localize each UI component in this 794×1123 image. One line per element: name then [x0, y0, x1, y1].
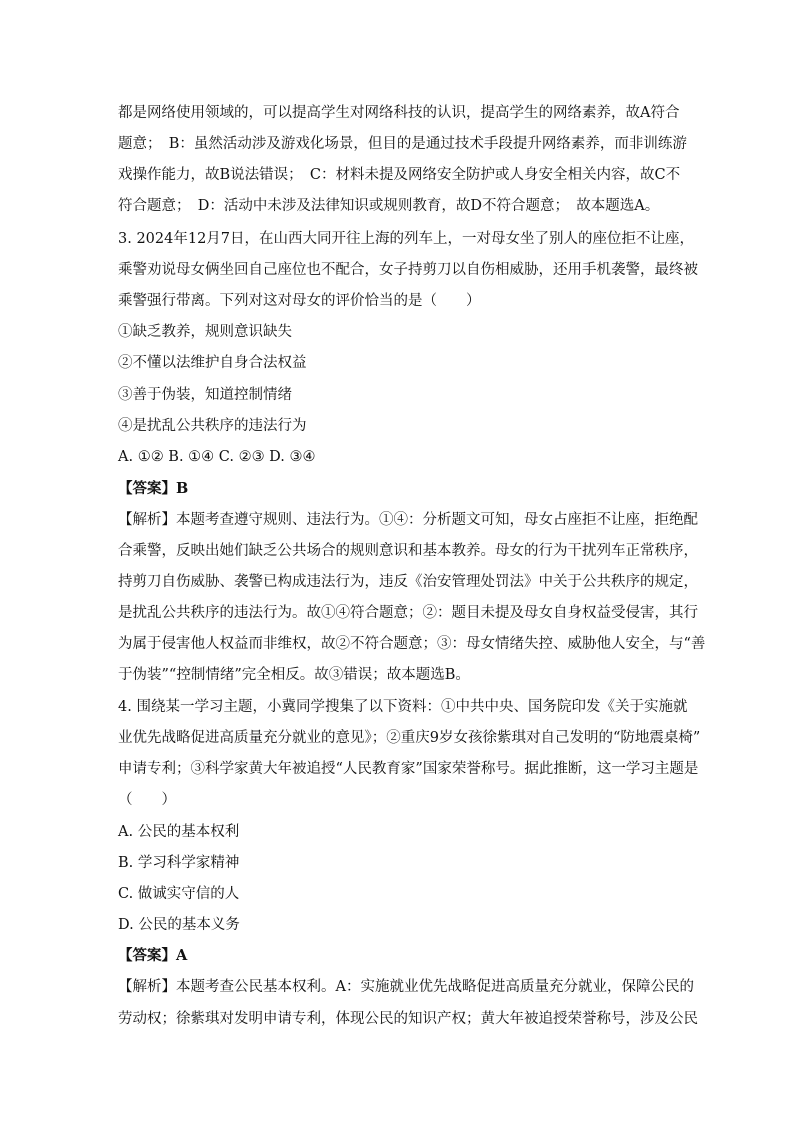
question-3-stem: 3. 2024年12月7日，在山西大同开往上海的列车上，一对母女坐了别人的座位拒不让座， — [118, 231, 695, 247]
choice-options: A. ①② B. ①④ C. ②③ D. ③④ — [118, 449, 316, 465]
text-line: 戏操作能力，故B说法错误； C：材料未提及网络安全防护或人身安全相关内容，故C不 — [118, 167, 681, 183]
text-line: 于伪装”“控制情绪”完全相反。故③错误；故本题选B。 — [118, 667, 470, 683]
answer-label: 【答案】B — [118, 480, 189, 497]
text-line: 劳动权；徐紫琪对发明申请专利，体现公民的知识产权；黄大年被追授荣誉称号，涉及公民 — [118, 1011, 698, 1027]
option-item: ④是扰乱公共秩序的违法行为 — [118, 418, 307, 434]
option-item: ②不懂以法维护自身合法权益 — [118, 355, 307, 371]
text-line: 乘警强行带离。下列对这对母女的评价恰当的是（ ） — [118, 293, 481, 309]
question-4-stem: 4. 围绕某一学习主题，小冀同学搜集了以下资料：①中共中央、国务院印发《关于实施就 — [118, 699, 688, 715]
text-line: 业优先战略促进高质量充分就业的意见》；②重庆9岁女孩徐紫琪对自己发明的“防地震桌椅” — [118, 730, 701, 746]
text-line: 都是网络使用领域的，可以提高学生对网络科技的认识，提高学生的网络素养，故A符合 — [118, 105, 680, 121]
text-line: 题意； B：虽然活动涉及游戏化场景，但目的是通过技术手段提升网络素养，而非训练游 — [118, 136, 687, 152]
answer-label: 【答案】A — [118, 947, 188, 964]
text-line: 合乘警，反映出她们缺乏公共场合的规则意识和基本教养。母女的行为干扰列车正常秩序， — [118, 543, 698, 559]
text-line: 乘警劝说母女俩坐回自己座位也不配合，女子持剪刀以自伤相威胁，还用手机袭警，最终被 — [118, 262, 698, 278]
analysis-text: 【解析】本题考查公民基本权利。A：实施就业优先战略促进高质量充分就业，保障公民的 — [118, 979, 694, 995]
text-line: 为属于侵害他人权益而非维权，故②不符合题意；③：母女情绪失控、威胁他人安全，与“善 — [118, 636, 706, 652]
option-c: C. 做诚实守信的人 — [118, 886, 240, 902]
option-a: A. 公民的基本权利 — [118, 824, 240, 840]
text-line: 是扰乱公共秩序的违法行为。故①④符合题意；②：题目未提及母女自身权益受侵害，其行 — [118, 605, 698, 621]
option-item: ③善于伪装，知道控制情绪 — [118, 387, 292, 403]
text-line: 符合题意； D：活动中未涉及法律知识或规则教育，故D不符合题意； 故本题选A。 — [118, 198, 660, 214]
analysis-text: 【解析】本题考查遵守规则、违法行为。①④：分析题文可知，母女占座拒不让座，拒绝配 — [118, 512, 698, 528]
text-line: （ ） — [118, 792, 176, 808]
text-line: 持剪刀自伤威胁、袭警已构成违法行为，违反《治安管理处罚法》中关于公共秩序的规定， — [118, 574, 698, 590]
text-line: 申请专利；③科学家黄大年被追授“人民教育家”国家荣誉称号。据此推断，这一学习主题是 — [118, 761, 699, 777]
option-d: D. 公民的基本义务 — [118, 917, 240, 933]
option-item: ①缺乏教养，规则意识缺失 — [118, 324, 292, 340]
option-b: B. 学习科学家精神 — [118, 855, 240, 871]
